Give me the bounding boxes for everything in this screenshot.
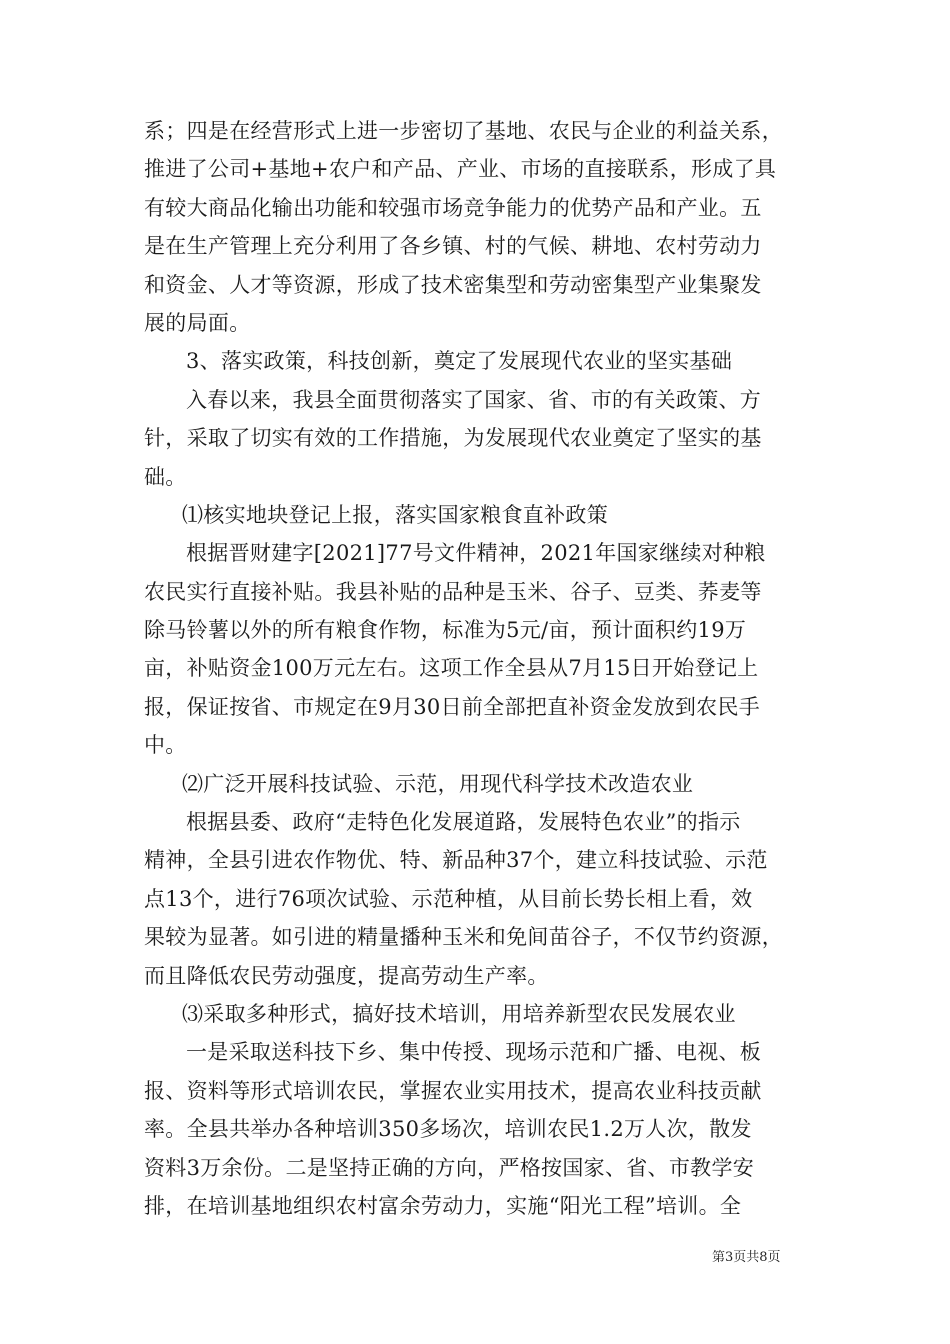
subsection-heading: ⑴核实地块登记上报，落实国家粮食直补政策 [182,502,608,527]
text-line: 推进了公司+基地+农户和产品、产业、市场的直接联系，形成了具 [144,157,777,182]
text-line: 亩，补贴资金100万元左右。这项工作全县从7月15日开始登记上 [144,656,759,681]
section-heading: 3、落实政策，科技创新，奠定了发展现代农业的坚实基础 [186,349,733,374]
text-line: 点13个，进行76项次试验、示范种植，从目前长势长相上看，效 [144,886,753,911]
text-line: 资料3万余份。二是坚持正确的方向，严格按国家、省、市教学安 [144,1155,755,1180]
text-line: 农民实行直接补贴。我县补贴的品种是玉米、谷子、豆类、荞麦等 [144,579,762,604]
text-line: 果较为显著。如引进的精量播种玉米和免间苗谷子，不仅节约资源， [144,925,783,950]
text-line: 和资金、人才等资源，形成了技术密集型和劳动密集型产业集聚发 [144,272,762,297]
subsection-heading: ⑶采取多种形式，搞好技术培训，用培养新型农民发展农业 [182,1001,736,1026]
text-line: 根据县委、政府“走特色化发展道路，发展特色农业”的指示 [186,810,741,835]
text-line: 一是采取送科技下乡、集中传授、现场示范和广播、电视、板 [186,1040,762,1065]
text-line: 而且降低农民劳动强度，提高劳动生产率。 [144,963,549,988]
document-body [144,112,808,1225]
text-line: 中。 [144,733,187,758]
text-line: 系；四是在经营形式上进一步密切了基地、农民与企业的利益关系， [144,119,783,143]
text-line: 是在生产管理上充分利用了各乡镇、村的气候、耕地、农村劳动力 [144,234,762,259]
text-line: 报、资料等形式培训农民，掌握农业实用技术，提高农业科技贡献 [144,1078,762,1103]
text-line: 展的局面。 [144,310,251,335]
text-line: 根据晋财建字[2021]77号文件精神，2021年国家继续对种粮 [186,541,766,566]
text-line: 础。 [144,464,187,489]
page-number: 第3页共8页 [712,1250,781,1265]
text-line: 入春以来，我县全面贯彻落实了国家、省、市的有关政策、方 [186,387,762,412]
text-line: 率。全县共举办各种培训350多场次，培训农民1.2万人次，散发 [144,1117,752,1142]
subsection-heading: ⑵广泛开展科技试验、示范，用现代科学技术改造农业 [182,771,694,796]
text-line: 针，采取了切实有效的工作措施，为发展现代农业奠定了坚实的基 [144,426,762,451]
text-line: 除马铃薯以外的所有粮食作物，标准为5元/亩，预计面积约19万 [144,618,747,643]
text-line: 排，在培训基地组织农村富余劳动力，实施“阳光工程”培训。全 [144,1193,742,1218]
text-line: 有较大商品化输出功能和较强市场竞争能力的优势产品和产业。五 [144,195,762,220]
text-line: 报，保证按省、市规定在9月30日前全部把直补资金发放到农民手 [144,694,761,719]
text-line: 精神，全县引进农作物优、特、新品种37个，建立科技试验、示范 [144,848,768,873]
